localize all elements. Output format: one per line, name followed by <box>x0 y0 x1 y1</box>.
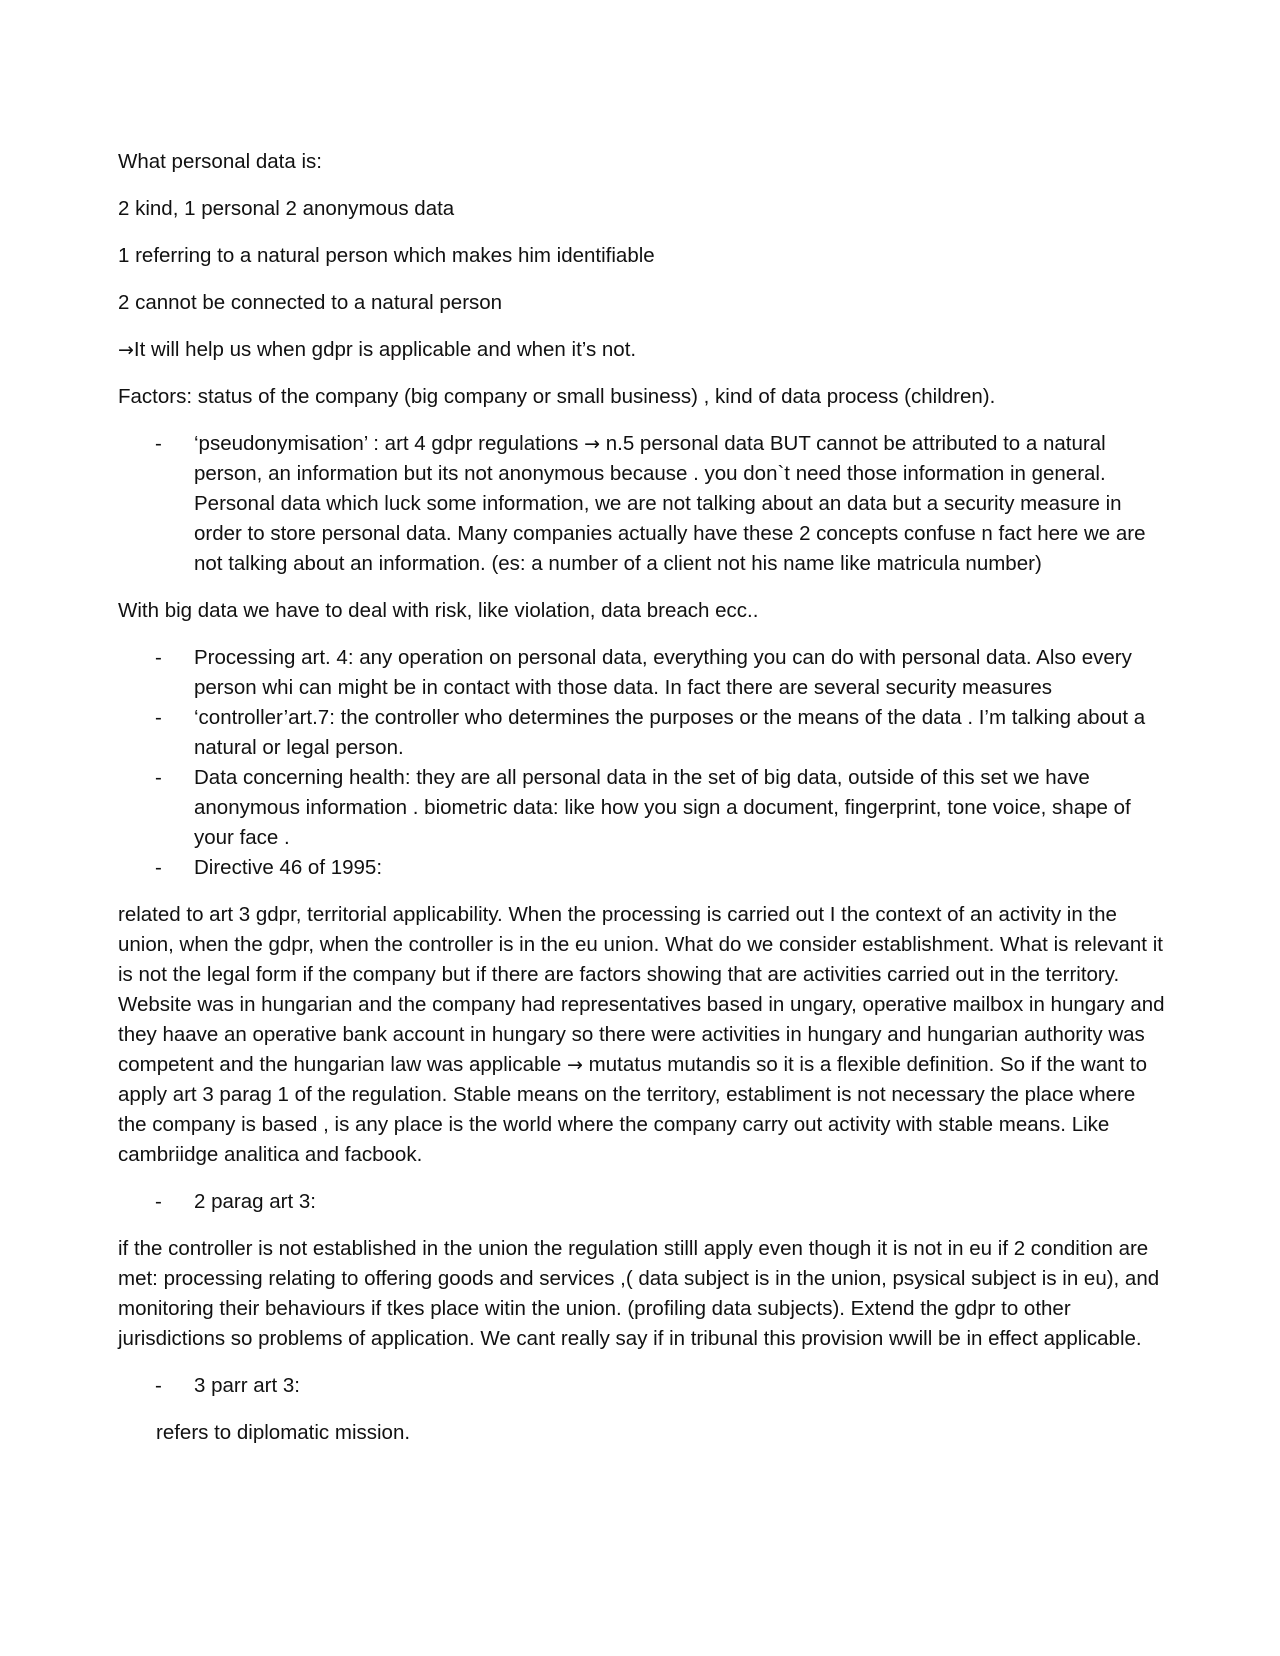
dash-bullet-icon: - <box>155 766 162 789</box>
list-item <box>118 703 1168 763</box>
list-item <box>118 429 1168 579</box>
text-line: Factors: status of the company (big company or small business) , kind of data process (children). <box>118 385 996 408</box>
list-item <box>118 1371 1168 1401</box>
list-item <box>118 1187 1168 1217</box>
text-line-arrow <box>118 335 1168 365</box>
dash-bullet-icon: - <box>155 1190 162 1213</box>
dash-bullet-icon: - <box>155 856 162 879</box>
text-segment: n.5 personal data BUT cannot be attributed to a natural person, an information but its not anonymous because . you don`t need those information in general. Personal data which luck some information, we are not talking about an data but a security measure in order to store personal data. Many companies actually have these 2 concepts confuse n fact here we are not talking about an information. (es: a number of a client not his name like matricula number) <box>194 432 1146 575</box>
bullet-list-definitions <box>118 643 1168 883</box>
list-item <box>118 853 1168 883</box>
text-line: 2 cannot be connected to a natural person <box>118 291 503 314</box>
text-paragraph-art3 <box>118 900 1168 1170</box>
text-segment: It will help us when gdpr is applicable and when it’s not. <box>133 338 637 361</box>
heading-personal-data: What personal data is: <box>118 150 322 173</box>
arrow-icon: → <box>567 1054 583 1076</box>
list-item <box>118 763 1168 853</box>
text-paragraph: if the controller is not established in the union the regulation stilll apply even though it is not in eu if 2 condition are met: processing relating to offering goods and services ,( data subject is in the union, psysical subject is in eu), and monitoring their behaviours if tkes place witin the union. (profiling data subjects). Extend the gdpr to other jurisdictions so problems of application. We cant really say if in tribunal this provision wwill be in effect applicable. <box>118 1237 1160 1350</box>
text-line: 2 kind, 1 personal 2 anonymous data <box>118 197 455 220</box>
text-paragraph: With big data we have to deal with risk, like violation, data breach ecc.. <box>118 599 759 622</box>
dash-bullet-icon: - <box>155 1374 162 1397</box>
list-item-text: 2 parag art 3: <box>194 1190 316 1213</box>
text-segment: related to art 3 gdpr, territorial applicability. When the processing is carried out I the context of an activity in the union, when the gdpr, when the controller is in the eu union. What do we consider establishment. What is relevant it is not the legal form if the company but if there are factors showing that are activities carried out in the territory. Website was in hungarian and the company had representatives based in ungary, operative mailbox in hungary and they haave an operative bank account in hungary so there were activities in hungary and hungarian authority was competent and the hungarian law was applicable <box>118 903 1165 1076</box>
dash-bullet-icon: - <box>155 646 162 669</box>
text-line: 1 referring to a natural person which makes him identifiable <box>118 244 655 267</box>
list-item-text: Data concerning health: they are all personal data in the set of big data, outside of this set we have anonymous information . biometric data: like how you sign a document, fingerprint, tone voice, shape of your face . <box>194 766 1131 849</box>
text-segment: ‘pseudonymisation’ : art 4 gdpr regulations <box>194 432 585 455</box>
list-item-text: 3 parr art 3: <box>194 1374 300 1397</box>
document-body <box>118 147 1168 1465</box>
text-paragraph: refers to diplomatic mission. <box>156 1421 411 1444</box>
list-item <box>118 643 1168 703</box>
list-item-text: ‘controller’art.7: the controller who determines the purposes or the means of the data . I’m talking about a natural or legal person. <box>194 706 1146 759</box>
dash-bullet-icon: - <box>155 432 162 455</box>
list-item-text: Directive 46 of 1995: <box>194 856 383 879</box>
bullet-list-pseudonymisation <box>118 429 1168 579</box>
arrow-icon: → <box>118 339 134 361</box>
text-segment: mutatus mutandis so it is a flexible definition. So if the want to apply art 3 parag 1 of the regulation. Stable means on the territory, establiment is not necessary the place where the company is based , is any place is the world where the company carry out activity with stable means. Like cambriidge analitica and facbook. <box>118 1053 1147 1166</box>
dash-bullet-icon: - <box>155 706 162 729</box>
bullet-list-parag3 <box>118 1371 1168 1401</box>
list-item-text: Processing art. 4: any operation on personal data, everything you can do with personal data. Also every person whi can might be in contact with those data. In fact there are several security measures <box>194 646 1132 699</box>
arrow-icon: → <box>584 433 601 455</box>
bullet-list-parag2 <box>118 1187 1168 1217</box>
